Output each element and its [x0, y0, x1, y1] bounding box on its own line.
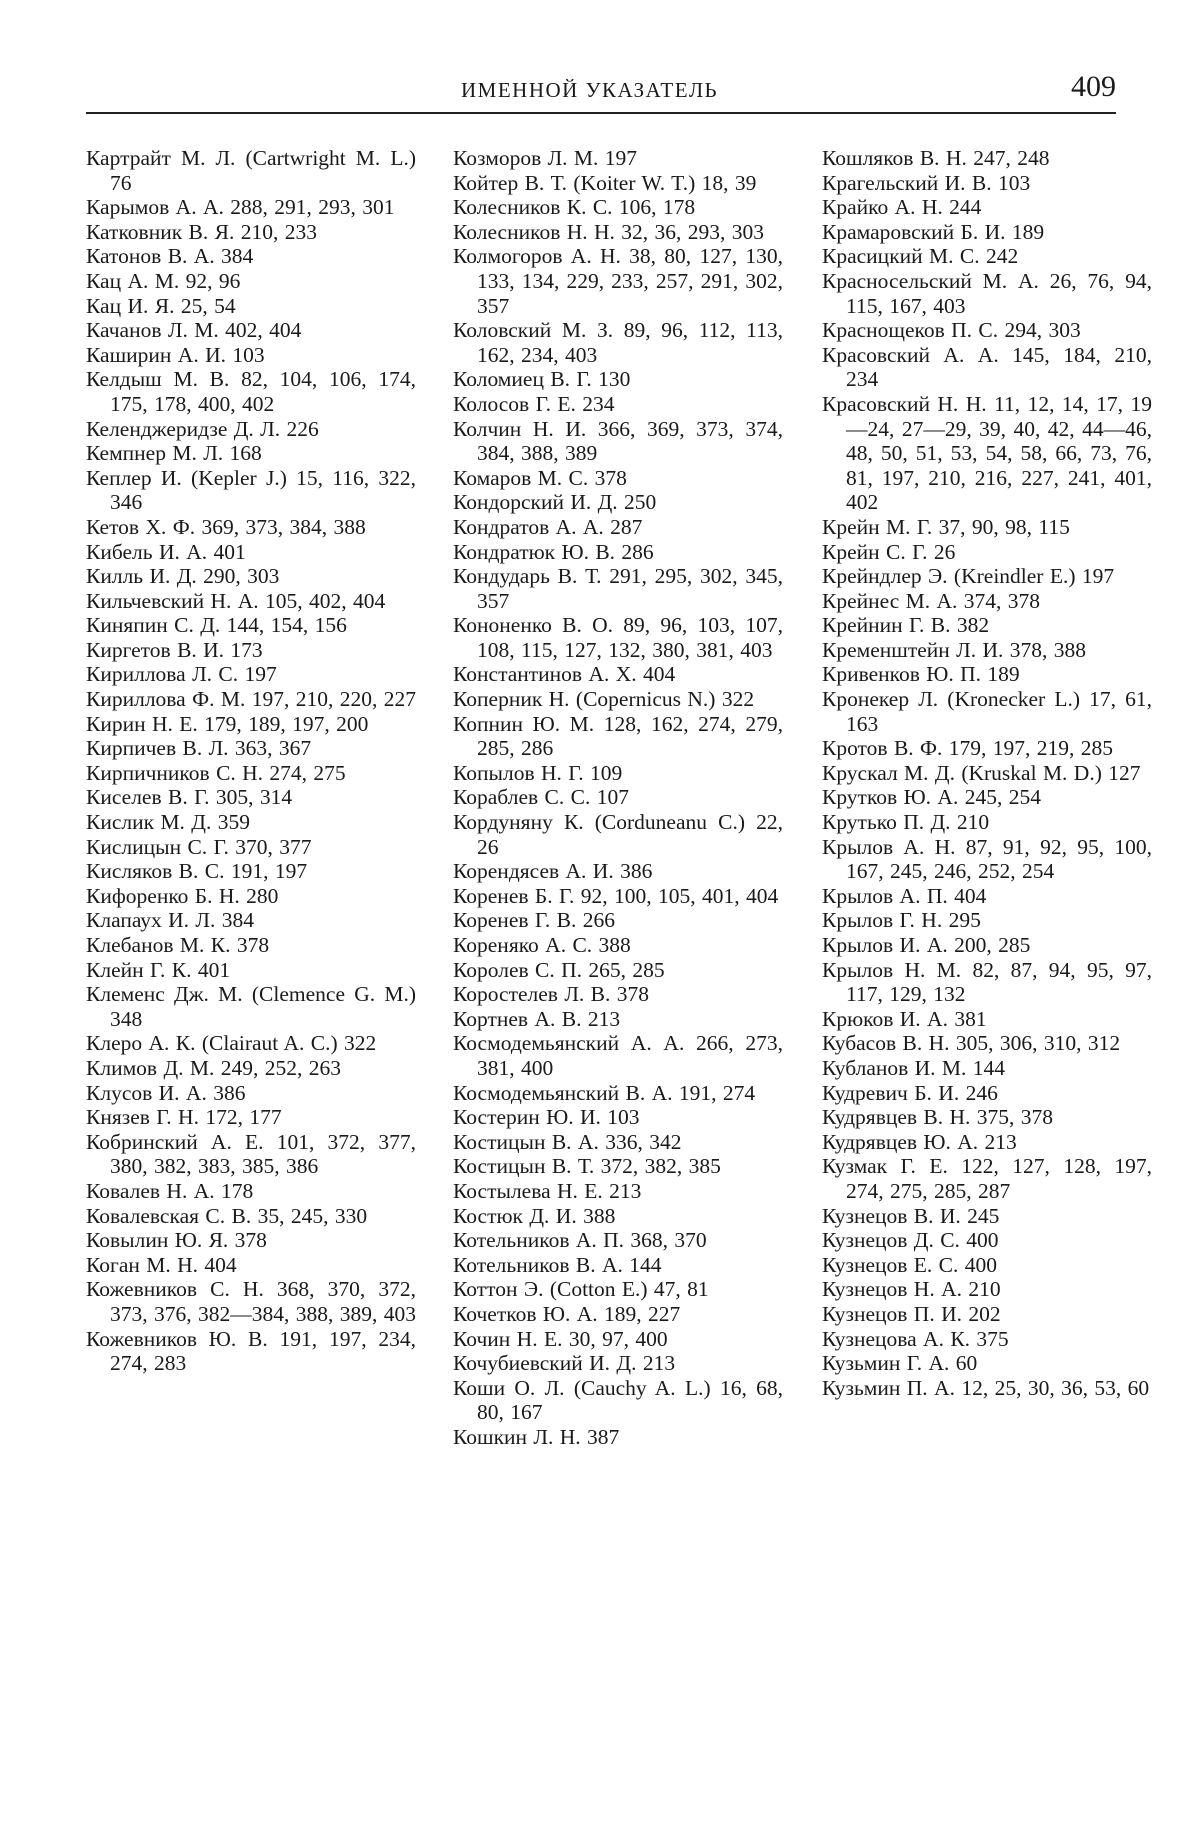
index-entry: Кононенко В. О. 89, 96, 103, 107, 108, 115, 127, 132, 380, 381, 403: [453, 613, 783, 662]
index-entry: Краснощеков П. С. 294, 303: [822, 318, 1081, 343]
index-entry: Костицын В. Т. 372, 382, 385: [453, 1154, 721, 1179]
index-entry: Космодемьянский В. А. 191, 274: [453, 1080, 756, 1105]
index-entry: Крейн М. Г. 37, 90, 98, 115: [822, 514, 1070, 539]
index-entry: Кротов В. Ф. 179, 197, 219, 285: [822, 736, 1114, 761]
index-entry: Килль И. Д. 290, 303: [86, 564, 280, 589]
index-entry: Константинов А. Х. 404: [453, 662, 676, 687]
index-entry: Козморов Л. М. 197: [453, 146, 638, 170]
index-entry: Кронекер Л. (Kronecker L.) 17, 61, 163: [822, 687, 1152, 736]
index-entry: Келдыш М. В. 82, 104, 106, 174, 175, 178, 400, 402: [86, 367, 416, 416]
index-entry: Клейн Г. К. 401: [86, 957, 231, 982]
index-entry: Красицкий М. С. 242: [822, 244, 1019, 269]
index-entry: Кузнецов В. И. 245: [822, 1203, 1000, 1228]
index-entry: Кошкин Л. Н. 387: [453, 1424, 620, 1449]
index-entry: Келенджеридзе Д. Л. 226: [86, 416, 319, 441]
index-entry: Кондратов А. А. 287: [453, 514, 643, 539]
index-entry: Копнин Ю. М. 128, 162, 274, 279, 285, 286: [453, 711, 783, 761]
index-entry: Карымов А. А. 288, 291, 293, 301: [86, 195, 395, 220]
index-entry: Крылов Н. М. 82, 87, 94, 95, 97, 117, 129, 132: [822, 957, 1152, 1007]
index-entry: Кац А. М. 92, 96: [86, 268, 241, 293]
index-entry: Кирпичев В. Л. 363, 367: [86, 736, 312, 761]
index-entry: Киняпин С. Д. 144, 154, 156: [86, 613, 347, 638]
index-entry: Костюк Д. И. 388: [453, 1203, 616, 1228]
header-rule: [86, 112, 1116, 114]
index-entry: Крутько П. Д. 210: [822, 810, 990, 835]
index-entry: Кирпичников С. Н. 274, 275: [86, 760, 346, 785]
index-entry: Крылов А. Н. 87, 91, 92, 95, 100, 167, 245, 246, 252, 254: [822, 834, 1152, 884]
index-entry: Кифоренко Б. Н. 280: [86, 883, 279, 908]
index-entry: Кораблев С. С. 107: [453, 785, 629, 810]
index-entry: Киселев В. Г. 305, 314: [86, 785, 293, 810]
index-entry: Кондратюк Ю. В. 286: [453, 539, 654, 564]
index-entry: Крылов И. А. 200, 285: [822, 933, 1031, 957]
index-column-3: [822, 146, 1152, 1400]
index-entry: Коперник Н. (Copernicus N.) 322: [453, 687, 755, 712]
index-entry: Ковылин Ю. Я. 378: [86, 1228, 267, 1253]
index-entry: Кемпнер М. Л. 168: [86, 441, 262, 466]
index-entry: Кубасов В. Н. 305, 306, 310, 312: [822, 1031, 1121, 1056]
index-column-1: [86, 146, 416, 1376]
index-entry: Крускал М. Д. (Kruskal M. D.) 127: [822, 760, 1141, 785]
index-entry: Клапаух И. Л. 384: [86, 908, 255, 933]
index-entry: Кузнецов Д. С. 400: [822, 1228, 999, 1253]
index-entry: Князев Г. Н. 172, 177: [86, 1105, 282, 1130]
index-entry: Клеменс Дж. М. (Clemence G. M.) 348: [86, 982, 416, 1031]
index-entry: Кудрявцев В. Н. 375, 378: [822, 1105, 1054, 1130]
index-entry: Климов Д. М. 249, 252, 263: [86, 1055, 341, 1080]
index-entry: Качанов Л. М. 402, 404: [86, 318, 302, 343]
index-entry: Кондударь В. Т. 291, 295, 302, 345, 357: [453, 564, 783, 613]
index-entry: Кожевников С. Н. 368, 370, 372, 373, 376, 382—384, 388, 389, 403: [86, 1277, 416, 1326]
index-entry: Крутков Ю. А. 245, 254: [822, 785, 1041, 810]
index-entry: Крейн С. Г. 26: [822, 539, 956, 564]
index-entry: Кузнецов П. И. 202: [822, 1301, 1001, 1326]
index-entry: Коловский М. З. 89, 96, 112, 113, 162, 234, 403: [453, 318, 783, 367]
index-entry: Кортнев А. В. 213: [453, 1006, 621, 1031]
index-entry: Коши О. Л. (Cauchy A. L.) 16, 68, 80, 167: [453, 1375, 783, 1425]
index-entry: Кисляков В. С. 191, 197: [86, 859, 308, 884]
index-entry: Кореняко А. С. 388: [453, 933, 631, 957]
page-number: 409: [1071, 70, 1116, 103]
index-entry: Крейнес М. А. 374, 378: [822, 588, 1041, 613]
index-entry: Коростелев Л. В. 378: [453, 982, 650, 1007]
index-entry: Кеплер И. (Kepler J.) 15, 116, 322, 346: [86, 465, 416, 515]
index-entry: Киргетов В. И. 173: [86, 637, 263, 662]
index-entry: Кузмак Г. Е. 122, 127, 128, 197, 274, 275, 285, 287: [822, 1154, 1152, 1203]
index-entry: Колмогоров А. Н. 38, 80, 127, 130, 133, 134, 229, 233, 257, 291, 302, 357: [453, 244, 783, 318]
index-entry: Кислик М. Д. 359: [86, 810, 250, 835]
index-entry: Кондорский И. Д. 250: [453, 490, 657, 515]
index-entry: Комаров М. С. 378: [453, 465, 627, 490]
index-entry: Кетов Х. Ф. 369, 373, 384, 388: [86, 514, 366, 539]
index-entry: Кильчевский Н. А. 105, 402, 404: [86, 588, 386, 613]
index-entry: Кириллова Л. С. 197: [86, 662, 277, 687]
index-entry: Крейндлер Э. (Kreindler E.) 197: [822, 564, 1115, 589]
index-entry: Клеро А. К. (Clairaut A. C.) 322: [86, 1031, 377, 1056]
index-entry: Крейнин Г. В. 382: [822, 613, 990, 638]
index-entry: Кочубиевский И. Д. 213: [453, 1351, 676, 1376]
index-entry: Котельников В. А. 144: [453, 1252, 662, 1277]
index-entry: Катонов В. А. 384: [86, 244, 254, 269]
index-entry: Крагельский И. В. 103: [822, 170, 1031, 195]
index-entry: Костицын В. А. 336, 342: [453, 1129, 682, 1154]
index-entry: Кордуняну К. (Corduneanu C.) 22, 26: [453, 810, 783, 859]
index-entry: Клебанов М. К. 378: [86, 933, 270, 957]
index-entry: Крюков И. А. 381: [822, 1006, 987, 1031]
index-entry: Красовский Н. Н. 11, 12, 14, 17, 19—24, 27—29, 39, 40, 42, 44—46, 48, 50, 51, 53, 54, 58, 66, 73, 76, 81, 197, 210, 216, 227, 241, 401, 402: [822, 391, 1152, 515]
index-entry: Колосов Г. Е. 234: [453, 391, 615, 416]
index-entry: Крылов А. П. 404: [822, 883, 987, 908]
index-entry: Котельников А. П. 368, 370: [453, 1228, 707, 1253]
index-entry: Кузнецов Е. С. 400: [822, 1252, 998, 1277]
index-entry: Кудревич Б. И. 246: [822, 1080, 998, 1105]
index-entry: Крайко А. Н. 244: [822, 195, 982, 220]
index-entry: Космодемьянский А. А. 266, 273, 381, 400: [453, 1031, 783, 1080]
index-entry: Кременштейн Л. И. 378, 388: [822, 637, 1087, 662]
index-entry: Кузнецова А. К. 375: [822, 1326, 1009, 1351]
index-entry: Каширин А. И. 103: [86, 342, 265, 367]
index-entry: Кубланов И. М. 144: [822, 1055, 1006, 1080]
index-entry: Картрайт М. Л. (Cartwright M. L.) 76: [86, 146, 416, 195]
index-entry: Кочин Н. Е. 30, 97, 400: [453, 1326, 668, 1351]
index-entry: Кац И. Я. 25, 54: [86, 293, 236, 318]
index-entry: Кузнецов Н. А. 210: [822, 1277, 1001, 1302]
index-entry: Кирин Н. Е. 179, 189, 197, 200: [86, 711, 369, 736]
index-entry: Красносельский М. А. 26, 76, 94, 115, 167, 403: [822, 268, 1152, 318]
index-entry: Кузьмин П. А. 12, 25, 30, 36, 53, 60: [822, 1375, 1150, 1400]
index-entry: Колесников К. С. 106, 178: [453, 195, 696, 220]
index-entry: Кислицын С. Г. 370, 377: [86, 834, 312, 859]
index-entry: Кузьмин Г. А. 60: [822, 1351, 978, 1376]
index-entry: Костерин Ю. И. 103: [453, 1105, 640, 1130]
index-entry: Колчин Н. И. 366, 369, 373, 374, 384, 388, 389: [453, 416, 783, 466]
index-entry: Копылов Н. Г. 109: [453, 760, 623, 785]
index-entry: Кудрявцев Ю. А. 213: [822, 1129, 1017, 1154]
index-entry: Кириллова Ф. М. 197, 210, 220, 227: [86, 687, 416, 712]
index-entry: Костылева Н. Е. 213: [453, 1178, 642, 1203]
index-entry: Кибель И. А. 401: [86, 539, 246, 564]
index-entry: Коган М. Н. 404: [86, 1252, 237, 1277]
index-entry: Кобринский А. Е. 101, 372, 377, 380, 382, 383, 385, 386: [86, 1129, 416, 1179]
index-entry: Колесников Н. Н. 32, 36, 293, 303: [453, 219, 765, 244]
index-entry: Клусов И. А. 386: [86, 1080, 246, 1105]
index-entry: Красовский А. А. 145, 184, 210, 234: [822, 342, 1152, 392]
index-entry: Коренев Б. Г. 92, 100, 105, 401, 404: [453, 883, 779, 908]
index-entry: Катковник В. Я. 210, 233: [86, 219, 317, 244]
index-entry: Кочетков Ю. А. 189, 227: [453, 1301, 681, 1326]
index-entry: Кожевников Ю. В. 191, 197, 234, 274, 283: [86, 1326, 416, 1376]
index-entry: Королев С. П. 265, 285: [453, 957, 665, 982]
index-entry: Коттон Э. (Cotton E.) 47, 81: [453, 1277, 709, 1302]
index-entry: Коренев Г. В. 266: [453, 908, 615, 933]
index-entry: Крамаровский Б. И. 189: [822, 219, 1045, 244]
index-entry: Ковалев Н. А. 178: [86, 1178, 254, 1203]
index-entry: Кошляков В. Н. 247, 248: [822, 146, 1050, 170]
index-entry: Корендясев А. И. 386: [453, 859, 653, 884]
index-entry: Ковалевская С. В. 35, 245, 330: [86, 1203, 368, 1228]
index-entry: Кривенков Ю. П. 189: [822, 662, 1020, 687]
section-title: ИМЕННОЙ УКАЗАТЕЛЬ: [461, 78, 719, 102]
index-entry: Койтер В. Т. (Koiter W. T.) 18, 39: [453, 170, 757, 195]
index-entry: Коломиец В. Г. 130: [453, 367, 631, 392]
index-entry: Крылов Г. Н. 295: [822, 908, 981, 933]
index-column-2: [453, 146, 783, 1449]
